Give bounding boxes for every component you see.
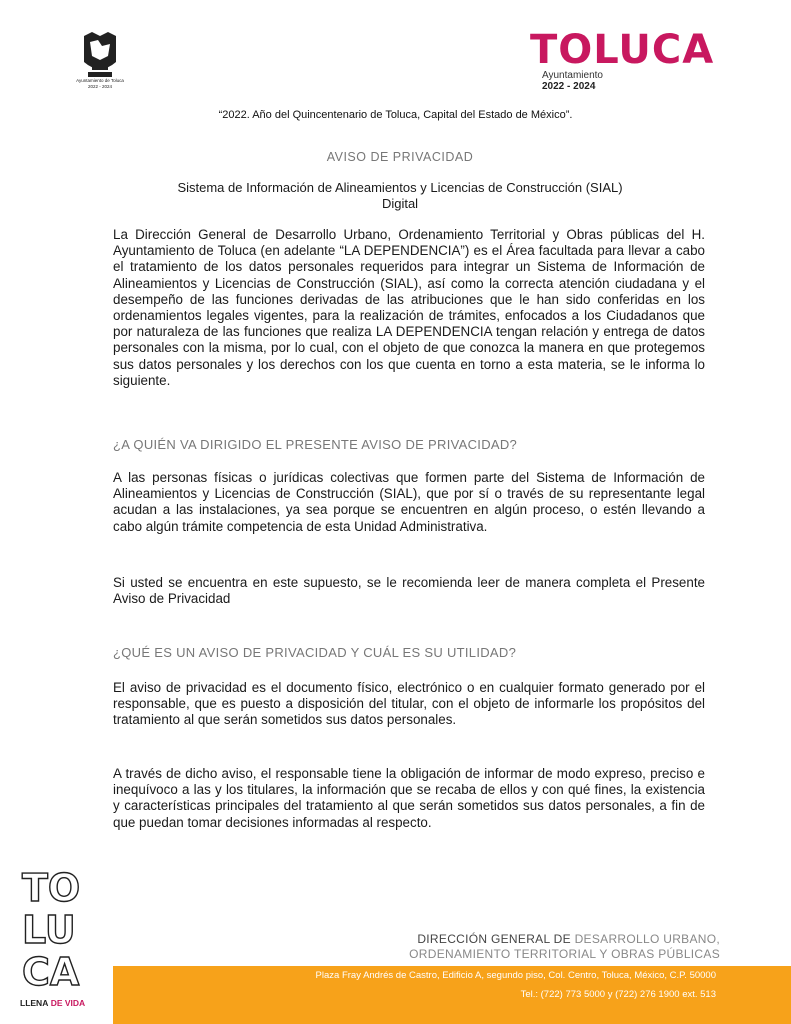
logo-wordmark: TOLUCA xyxy=(530,27,715,73)
section-heading: ¿A QUIÉN VA DIRIGIDO EL PRESENTE AVISO DE PRIVACIDAD? xyxy=(113,437,518,452)
crest-emblem-icon xyxy=(70,28,130,83)
logo-subtitle: Ayuntamiento xyxy=(542,70,603,81)
subtitle-line-2: Digital xyxy=(381,196,419,211)
municipal-crest xyxy=(70,28,130,98)
toluca-vertical-logo xyxy=(20,868,110,1018)
toluca-logo xyxy=(530,28,730,98)
department-strong: DIRECCIÓN GENERAL DE xyxy=(417,932,571,946)
year-motto: “2022. Año del Quincentenario de Toluca, Capital del Estado de México”. xyxy=(218,109,573,121)
section-paragraph: El aviso de privacidad es el documento físico, electrónico o en cualquier formato generado por el responsable, que es puesto a disposición del titular, con el objeto de informarle los propósitos del tratamiento al que serán sometidos sus datos personales. xyxy=(113,680,705,728)
footer-phone: Tel.: (722) 773 5000 y (722) 276 1900 ext. 513 xyxy=(520,989,716,1000)
logo-row: LU xyxy=(22,908,76,952)
page-title: AVISO DE PRIVACIDAD xyxy=(326,150,474,164)
department-light: DESARROLLO URBANO, xyxy=(574,932,720,946)
footer-address: Plaza Fray Andrés de Castro, Edificio A, segundo piso, Col. Centro, Toluca, México, C.P. 50000 xyxy=(315,970,716,981)
logo-row: TO xyxy=(22,866,81,910)
section-paragraph: Si usted se encuentra en este supuesto, se le recomienda leer de manera completa el Presente Aviso de Privacidad xyxy=(113,575,705,607)
section-paragraph: A través de dicho aviso, el responsable tiene la obligación de informar de modo expreso, preciso e inequívoco a las y los titulares, la información que se recaba de ellos y con qué fines, la existencia y características principales del tratamiento al que serán sometidos sus datos personales, a fin de que puedan tomar decisiones informadas al respecto. xyxy=(113,766,705,830)
intro-paragraph: La Dirección General de Desarrollo Urbano, Ordenamiento Territorial y Obras públicas del H. Ayuntamiento de Toluca (en adelante “LA DEPENDENCIA”) es el Área facultada para llevar a cabo el tratamiento de los datos personales requeridos para integrar un Sistema de Información de Alineamientos y Licencias de Construcción (SIAL), así como la correcta atención ciudadana y el desempeño de las funciones derivadas de las atribuciones que le han sido conferidas en los ordenamientos legales vigentes, para la realización de trámites, enfocados a los Ciudadanos que por naturaleza de las funciones que realiza LA DEPENDENCIA tengan relación y entrega de datos personales con la misma, por lo cual, con el objeto de que conozca la manera en que protegemos sus datos personales y los derechos con los que cuenta en torno a esta materia, se le informa lo siguiente. xyxy=(113,227,705,388)
logo-row: CA xyxy=(22,950,80,994)
crest-caption-years: 2022 - 2024 xyxy=(87,84,113,89)
logo-slogan xyxy=(20,998,110,1008)
logo-years: 2022 - 2024 xyxy=(542,81,596,92)
department-name-line-2: ORDENAMIENTO TERRITORIAL Y OBRAS PÚBLICAS xyxy=(409,947,720,961)
section-paragraph: A las personas físicas o jurídicas colectivas que formen parte del Sistema de Información de Alineamientos y Licencias de Construcción (SIAL), que por sí o través de su representante legal acudan a las instalaciones, ya sea porque se encuentren en algún proceso, o estén llevando a cabo algún trámite competencia de esta Unidad Administrativa. xyxy=(113,470,705,534)
section-heading: ¿QUÉ ES UN AVISO DE PRIVACIDAD Y CUÁL ES SU UTILIDAD? xyxy=(113,645,517,660)
department-name xyxy=(300,932,720,946)
slogan-word: LLENA xyxy=(20,998,49,1008)
crest-caption: Ayuntamiento de Toluca xyxy=(76,78,124,83)
subtitle-line-1: Sistema de Información de Alineamientos y Licencias de Construcción (SIAL) xyxy=(177,180,623,195)
slogan-accent: DE VIDA xyxy=(50,998,86,1008)
